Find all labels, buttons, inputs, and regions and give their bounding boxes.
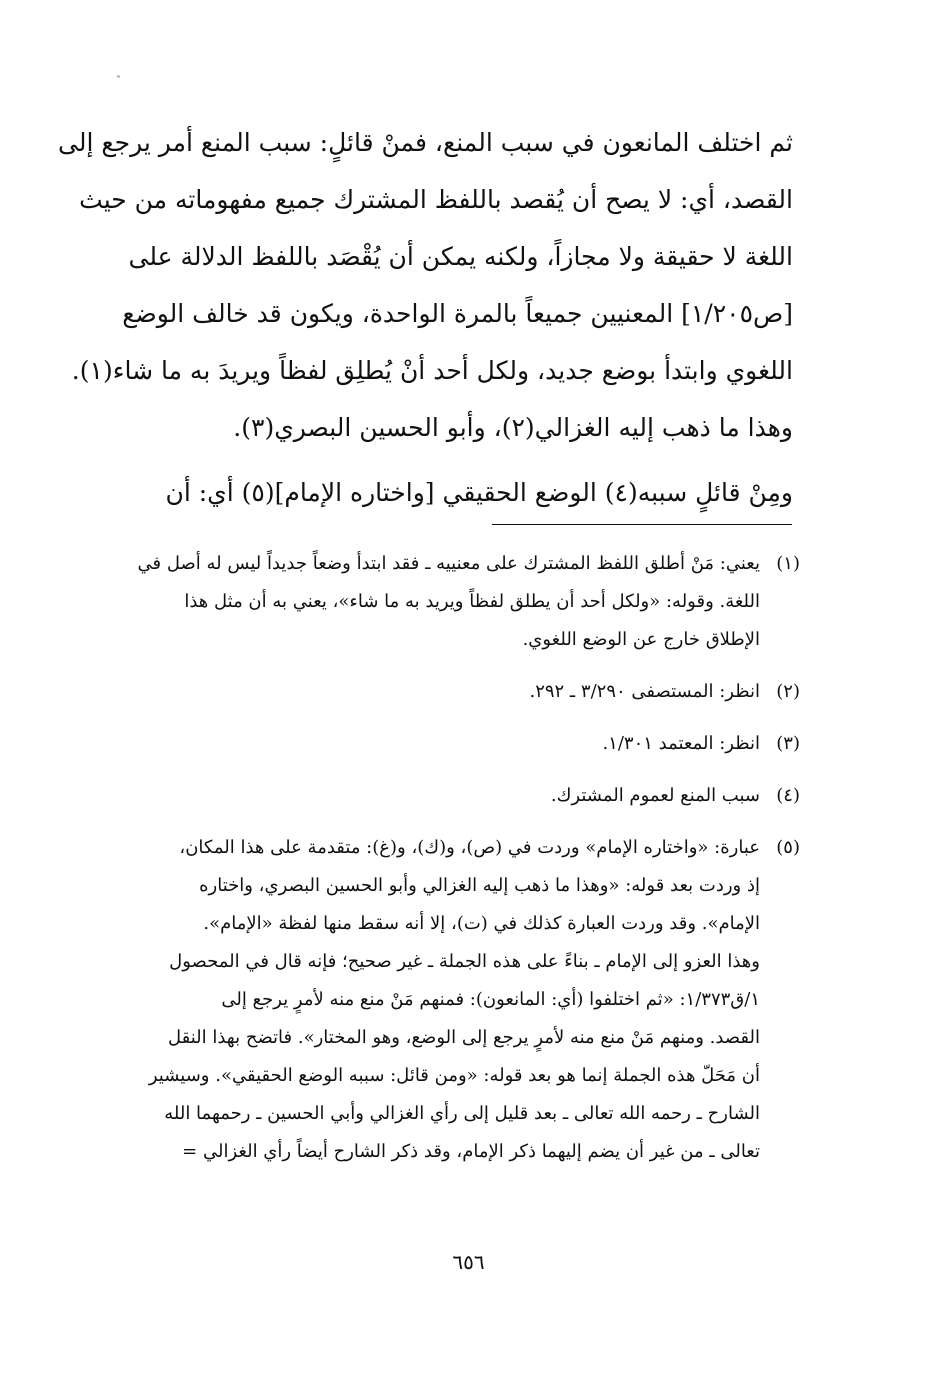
footnote-3 [110,725,800,763]
footnotes [110,545,800,1185]
footnote-text: عبارة: «واختاره الإمام» وردت في (ص)، و(ك)، و(غ): متقدمة على هذا المكان، [179,837,760,858]
footnote-number: (٥) [776,837,800,858]
footnote-number: (١) [776,553,800,574]
footnote-number: (٣) [776,733,800,754]
main-line: [ص١/٢٠٥] المعنيين جميعاً بالمرة الواحدة، ويكون قد خالف الوضع [122,299,793,328]
main-line: اللغوي وابتدأ بوضع جديد، ولكل أحد أنْ يُطلِق لفظاً ويريدَ به ما شاء(١). [71,356,793,385]
main-line: اللغة لا حقيقة ولا مجازاً، ولكنه يمكن أن يُقْصَد باللفظ الدلالة على [128,242,793,271]
main-body-text [57,118,793,525]
footnote-number: (٤) [776,785,800,806]
footnote-text: تعالى ـ من غير أن يضم إليهما ذكر الإمام، وقد ذكر الشارح أيضاً رأي الغزالي = [182,1141,760,1162]
footnote-text: الشارح ـ رحمه الله تعالى ـ بعد قليل إلى رأي الغزالي وأبي الحسين ـ رحمهما الله [164,1103,760,1124]
page-number: ٦٥٦ [452,1250,485,1274]
footnote-text: سبب المنع لعموم المشترك. [550,785,760,806]
main-line: القصد، أي: لا يصح أن يُقصد باللفظ المشترك جميع مفهوماته من حيث [79,185,793,214]
footnote-text: القصد. ومنهم مَنْ منع منه لأمرٍ يرجع إلى الوضع، وهو المختار». فاتضح بهذا النقل [167,1027,760,1048]
paragraph-gap [110,460,793,468]
footnote-text: وهذا العزو إلى الإمام ـ بناءً على هذه الجملة ـ غير صحيح؛ فإنه قال في المحصول [169,951,760,972]
footnote-text: الإطلاق خارج عن الوضع اللغوي. [522,629,760,650]
footnote-text: الإمام». وقد وردت العبارة كذلك في (ت)، إلا أنه سقط منها لفظة «الإمام». [203,913,760,934]
main-line-continued: ومِنْ قائلٍ سببه(٤) الوضع الحقيقي [واختاره الإمام](٥) أي: أن [165,478,793,507]
footnote-text: انظر: المستصفى ٣/٢٩٠ ـ ٢٩٢. [529,681,760,702]
scan-speck [117,75,120,78]
footnote-text: إذ وردت بعد قوله: «وهذا ما ذهب إليه الغزالي وأبو الحسين البصري، واختاره [199,875,760,896]
footnote-text: أن مَحَلّ هذه الجملة إنما هو بعد قوله: «ومن قائل: سببه الوضع الحقيقي». وسيشير [148,1065,760,1086]
footnote-2 [110,673,800,711]
footnote-4 [110,777,800,815]
footnote-text: ١/ق١/٣٧٣: «ثم اختلفوا (أي: المانعون): فمنهم مَنْ منع منه لأمرٍ يرجع إلى [221,989,760,1010]
footnote-text: يعني: مَنْ أطلق اللفظ المشترك على معنييه ـ فقد ابتدأ وضعاً جديداً ليس له أصل في [137,553,760,574]
footnote-text: انظر: المعتمد ١/٣٠١. [602,733,760,754]
footnote-number: (٢) [776,681,800,702]
main-line: ثم اختلف المانعون في سبب المنع، فمنْ قائلٍ: سبب المنع أمر يرجع إلى [57,128,793,157]
main-line: وهذا ما ذهب إليه الغزالي(٢)، وأبو الحسين البصري(٣). [233,413,793,442]
footnote-separator [492,524,792,525]
footnote-1 [110,545,800,659]
footnote-text: اللغة. وقوله: «ولكل أحد أن يطلق لفظاً ويريد به ما شاء»، يعني به أن مثل هذا [184,591,760,612]
footnote-5 [110,829,800,1171]
